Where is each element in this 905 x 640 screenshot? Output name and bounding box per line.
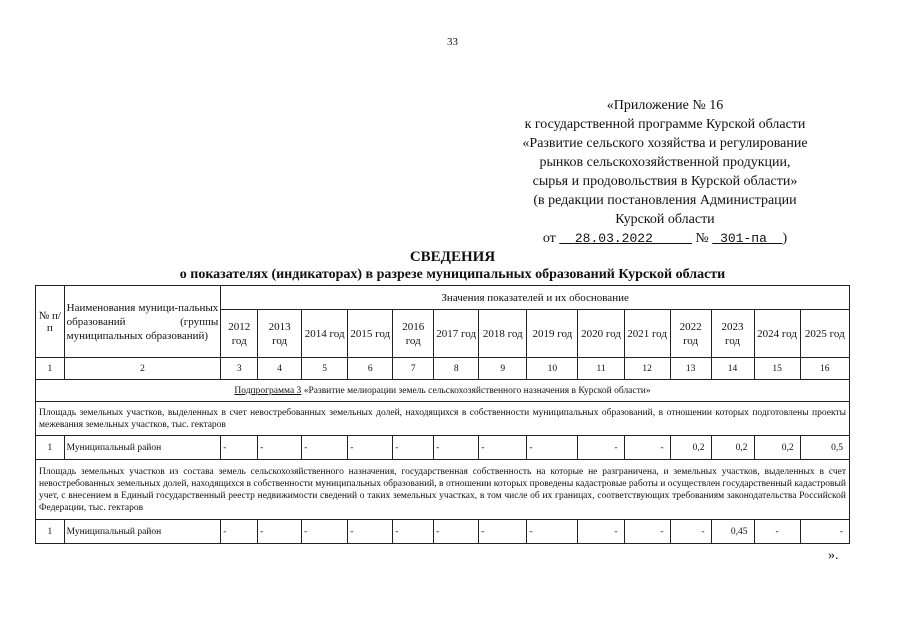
appendix-line: Курской области — [615, 212, 715, 227]
row-value: - — [302, 436, 348, 460]
header-year: 2025 год — [800, 310, 849, 358]
indicator-description: Площадь земельных участков из состава земель сельскохозяйственного назначения, государственная собственность на которые не разграничена, и земельных участков, выделенных в счет невостребованных земельных долей, находящихся в собственности муниципальных образований, в отношении которых проведены кадастровые работы и осуществлен государственный кадастровый учет, с внесением в Единый государственный реестр недвижимости сведений о таких земельных участках, в том числе об их границах, соответствующих требованиям законодательства Российской Федерации, тыс. гектаров — [36, 460, 850, 520]
row-value: 0,5 — [800, 436, 849, 460]
row-value: - — [479, 520, 527, 544]
column-number: 13 — [670, 358, 711, 380]
column-number: 6 — [348, 358, 393, 380]
decree-date: 28.03.2022 — [574, 231, 653, 246]
column-number: 15 — [754, 358, 800, 380]
header-year: 2022 год — [670, 310, 711, 358]
row-value: 0,2 — [670, 436, 711, 460]
row-name: Муниципальный район — [64, 520, 221, 544]
row-value: - — [221, 436, 258, 460]
column-number: 12 — [624, 358, 670, 380]
row-value: - — [624, 436, 670, 460]
column-number: 7 — [393, 358, 434, 380]
row-value: - — [302, 520, 348, 544]
row-value: - — [800, 520, 849, 544]
header-year: 2012 год — [221, 310, 258, 358]
appendix-line: рынков сельскохозяйственной продукции, — [539, 155, 791, 170]
document-title: СВЕДЕНИЯ — [409, 249, 496, 265]
column-number: 2 — [64, 358, 221, 380]
appendix-line: сырья и продовольствия в Курской области» — [532, 174, 798, 189]
indicators-table — [35, 285, 850, 544]
header-year: 2019 год — [527, 310, 578, 358]
row-value: 0,2 — [711, 436, 754, 460]
table-row — [36, 436, 850, 460]
column-number: 16 — [800, 358, 849, 380]
decree-date-line — [505, 229, 825, 248]
appendix-line: (в редакции постановления Администрации — [533, 193, 797, 208]
row-value: - — [527, 520, 578, 544]
header-year: 2014 год — [302, 310, 348, 358]
header-number: № п/п — [36, 286, 65, 358]
row-value: - — [434, 436, 479, 460]
row-value: - — [393, 520, 434, 544]
row-value: - — [258, 436, 302, 460]
column-number: 11 — [578, 358, 624, 380]
column-number: 10 — [527, 358, 578, 380]
header-year: 2013 год — [258, 310, 302, 358]
decree-number: 301-па — [720, 231, 767, 246]
row-value: - — [393, 436, 434, 460]
appendix-line: к государственной программе Курской области — [524, 117, 806, 132]
table-row — [36, 520, 850, 544]
header-year: 2023 год — [711, 310, 754, 358]
column-number: 3 — [221, 358, 258, 380]
column-number: 9 — [479, 358, 527, 380]
appendix-line: «Развитие сельского хозяйства и регулирование — [522, 136, 808, 151]
header-year: 2015 год — [348, 310, 393, 358]
row-value: - — [348, 520, 393, 544]
number-prefix: № — [695, 231, 709, 246]
column-number: 8 — [434, 358, 479, 380]
row-value: - — [479, 436, 527, 460]
page-number: 33 — [447, 36, 458, 48]
column-number: 14 — [711, 358, 754, 380]
header-values: Значения показателей и их обоснование — [221, 286, 850, 310]
row-value: - — [434, 520, 479, 544]
header-name: Наименования муници-пальных образований (группы муниципальных образований) — [64, 286, 221, 358]
row-name: Муниципальный район — [64, 436, 221, 460]
indicator-description: Площадь земельных участков, выделенных в счет невостребованных земельных долей, находящихся в собственности муниципальных образований, в отношении которых подготовлены проекты межевания земельных участков, тыс. гектаров — [36, 402, 850, 436]
row-value: - — [624, 520, 670, 544]
row-value: - — [670, 520, 711, 544]
row-value: - — [527, 436, 578, 460]
document-heading — [0, 248, 905, 284]
row-value: - — [578, 520, 624, 544]
row-value: - — [578, 436, 624, 460]
document-subtitle: о показателях (индикаторах) в разрезе муниципальных образований Курской области — [179, 267, 726, 282]
header-year: 2020 год — [578, 310, 624, 358]
row-number: 1 — [36, 436, 65, 460]
row-value: - — [754, 520, 800, 544]
column-number: 5 — [302, 358, 348, 380]
row-number: 1 — [36, 520, 65, 544]
subprogram-row — [36, 380, 850, 402]
header-year: 2018 год — [479, 310, 527, 358]
subprogram-label: Подпрограмма 3 — [234, 385, 302, 396]
column-number: 1 — [36, 358, 65, 380]
close-paren: ) — [782, 231, 788, 246]
row-value: 0,45 — [711, 520, 754, 544]
subprogram-title: «Развитие мелиорации земель сельскохозяйственного назначения в Курской области» — [301, 385, 651, 396]
header-year: 2024 год — [754, 310, 800, 358]
column-number: 4 — [258, 358, 302, 380]
row-value: - — [348, 436, 393, 460]
column-numbering-row — [36, 358, 850, 380]
header-year: 2021 год — [624, 310, 670, 358]
appendix-line: «Приложение № 16 — [606, 98, 724, 113]
header-year: 2016 год — [393, 310, 434, 358]
appendix-block — [505, 96, 825, 248]
end-mark: ». — [828, 548, 839, 563]
row-value: - — [221, 520, 258, 544]
header-year: 2017 год — [434, 310, 479, 358]
date-prefix: от — [542, 231, 556, 246]
row-value: 0,2 — [754, 436, 800, 460]
row-value: - — [258, 520, 302, 544]
